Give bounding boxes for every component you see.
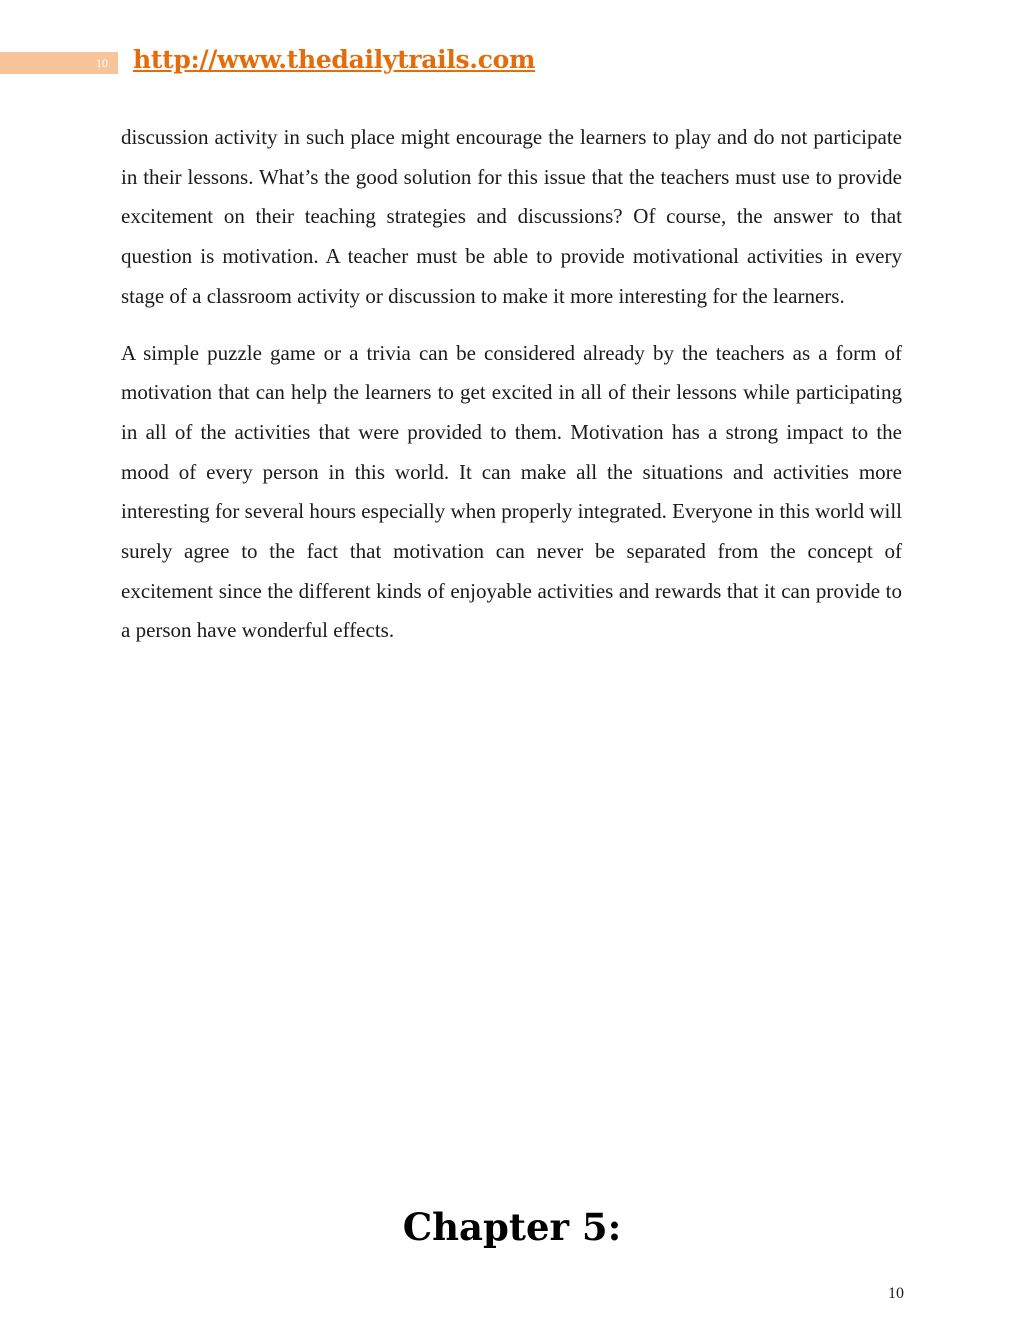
- page-header: [0, 44, 700, 76]
- body-text: [121, 118, 902, 668]
- header-page-number: 10: [0, 52, 118, 74]
- site-url-link[interactable]: http://www.thedailytrails.com: [133, 45, 536, 74]
- paragraph: A simple puzzle game or a trivia can be considered already by the teachers as a form of motivation that can help the learners to get excited in all of their lessons while participating in all of the activities that were provided to them. Motivation has a strong impact to the mood of every person in this world. It can make all the situations and activities more interesting for several hours especially when properly integrated. Everyone in this world will surely agree to the fact that motivation can never be separated from the concept of excitement since the different kinds of enjoyable activities and rewards that it can provide to a person have wonderful effects.: [121, 340, 902, 643]
- paragraph: discussion activity in such place might encourage the learners to play and do not participate in their lessons. What’s the good solution for this issue that the teachers must use to provide excitement on their teaching strategies and discussions? Of course, the answer to that question is motivation. A teacher must be able to provide motivational activities in every stage of a classroom activity or discussion to make it more interesting for the learners.: [121, 125, 902, 308]
- chapter-heading: Chapter 5:: [402, 1205, 622, 1249]
- footer-page-number: 10: [888, 1285, 904, 1302]
